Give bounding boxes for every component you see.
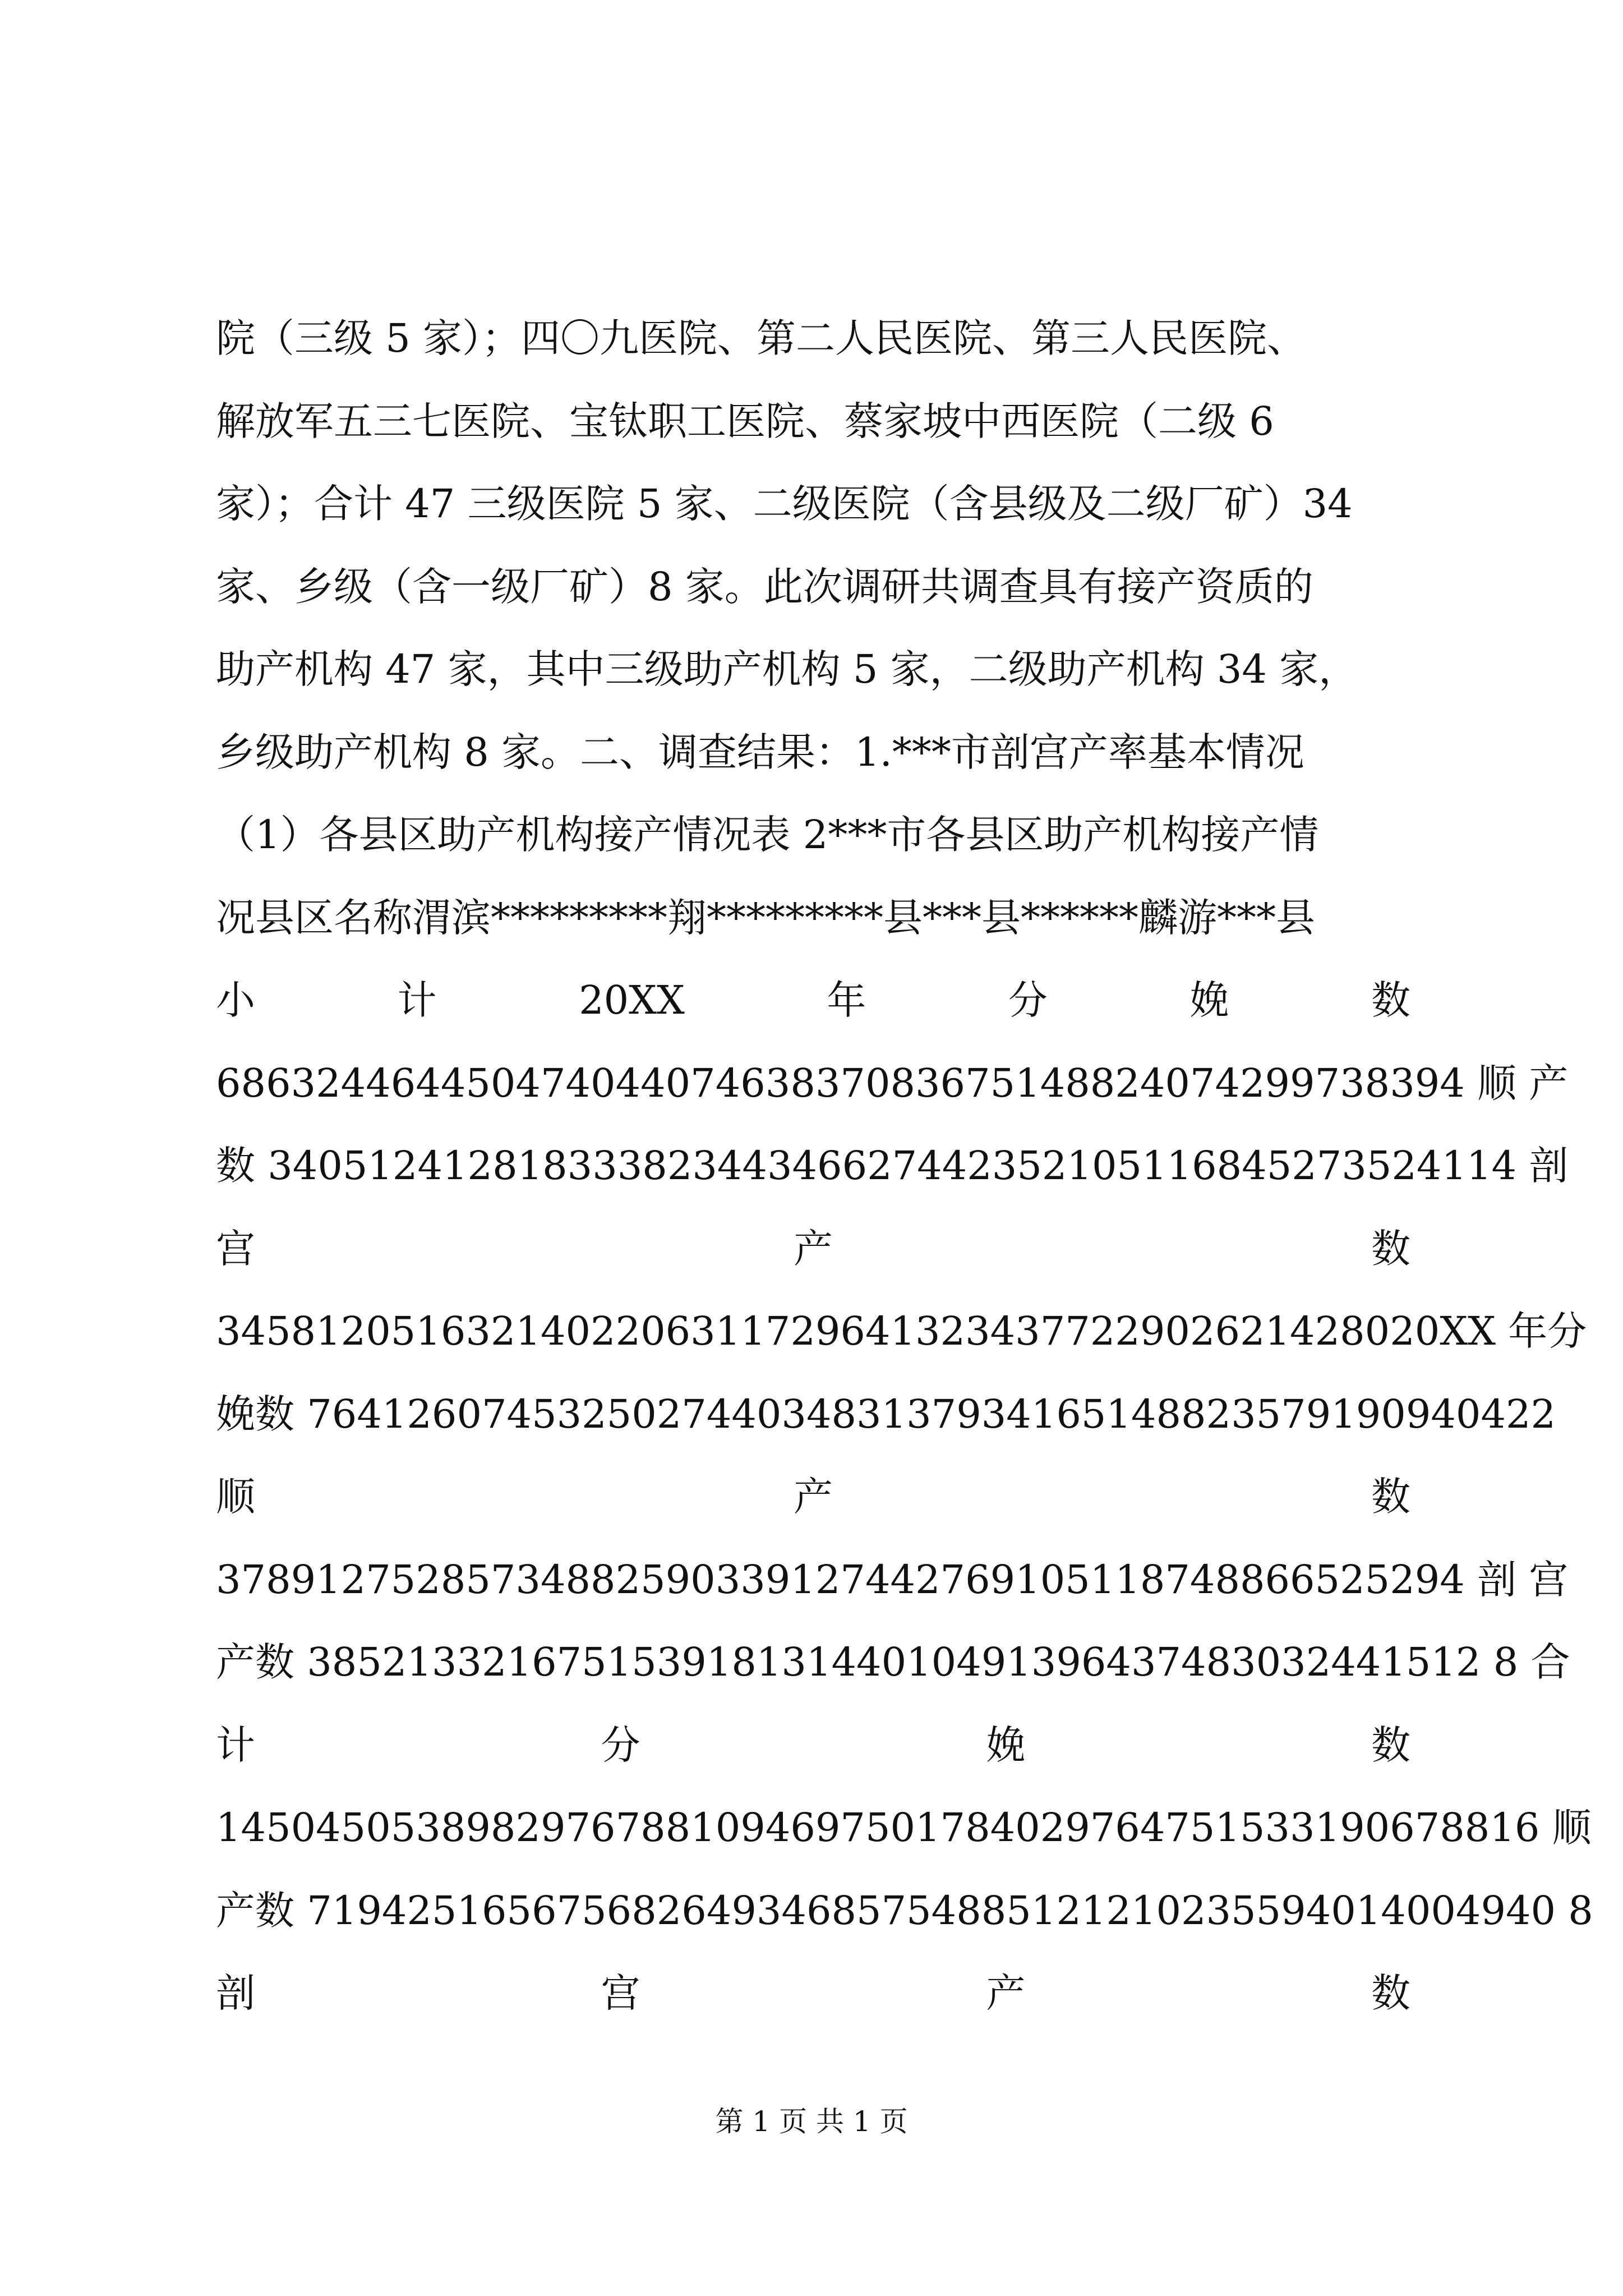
text-word: 计: [216, 1722, 255, 1768]
text-word: 数: [1371, 1722, 1410, 1768]
text-word: 产: [986, 1970, 1026, 2016]
text-line: 68632446445047404407463837083675148824074299738394 顺 产: [216, 1060, 1569, 1106]
text-word: 数: [1371, 1474, 1410, 1520]
text-word: 宫: [601, 1970, 640, 2016]
document-body: [216, 297, 1593, 2035]
text-word: 顺: [216, 1474, 255, 1520]
text-word: 娩: [986, 1722, 1026, 1768]
text-word: 娩: [1189, 977, 1229, 1023]
text-word: 计: [397, 977, 437, 1023]
text-line: 37891275285734882590339127442769105118748866525294 剖 宫: [216, 1556, 1569, 1603]
spread-text-line: [216, 1208, 1410, 1291]
text-word: 20XX: [579, 977, 685, 1023]
page-footer: 第 1 页 共 1 页: [715, 2105, 908, 2138]
text-line: 产数 71942516567568264934685754885121210235594014004940 8: [216, 1887, 1593, 1934]
text-line: 解放军五三七医院、宝钛职工医院、蔡家坡中西医院（二级 6: [216, 398, 1274, 444]
spread-text-line: [216, 1456, 1410, 1539]
spread-text-line: [216, 1704, 1410, 1787]
text-line: 数 34051241281833382344346627442352105116845273524114 剖: [216, 1143, 1569, 1189]
text-word: 分: [601, 1722, 640, 1768]
text-line: 14504505389829767881094697501784029764751533190678816 顺: [216, 1805, 1592, 1851]
text-line: 3458120516321402206311729641323437722902621428020XX 年分: [216, 1308, 1587, 1354]
text-word: 小: [216, 977, 255, 1023]
text-line: 家、乡级（含一级厂矿）8 家。此次调研共调查具有接产资质的: [216, 563, 1313, 610]
text-line: 况县区名称渭滨*********翔*********县***县******麟游***县: [216, 894, 1315, 941]
text-word: 数: [1371, 1970, 1410, 2016]
text-line: 乡级助产机构 8 家。二、调查结果：1.***市剖宫产率基本情况: [216, 729, 1304, 775]
text-word: 分: [1008, 977, 1048, 1023]
text-line: 家）；合计 47 三级医院 5 家、二级医院（含县级及二级厂矿）34: [216, 481, 1353, 527]
spread-text-line: [216, 1952, 1410, 2035]
spread-text-line: [216, 959, 1410, 1042]
text-line: 助产机构 47 家，其中三级助产机构 5 家，二级助产机构 34 家，: [216, 646, 1358, 692]
text-word: 剖: [216, 1970, 255, 2016]
text-word: 数: [1371, 977, 1410, 1023]
text-line: 产数 38521332167515391813144010491396437483032441512 8 合: [216, 1639, 1570, 1685]
text-word: 宫: [216, 1225, 255, 1272]
text-word: 产: [794, 1474, 833, 1520]
text-word: 年: [827, 977, 866, 1023]
text-word: 数: [1371, 1225, 1410, 1272]
text-word: 产: [794, 1225, 833, 1272]
text-line: （1）各县区助产机构接产情况表 2***市各县区助产机构接产情: [216, 812, 1319, 858]
text-line: 娩数 76412607453250274403483137934165148823579190940422: [216, 1391, 1556, 1437]
text-line: 院（三级 5 家）；四〇九医院、第二人民医院、第三人民医院、: [216, 315, 1307, 361]
